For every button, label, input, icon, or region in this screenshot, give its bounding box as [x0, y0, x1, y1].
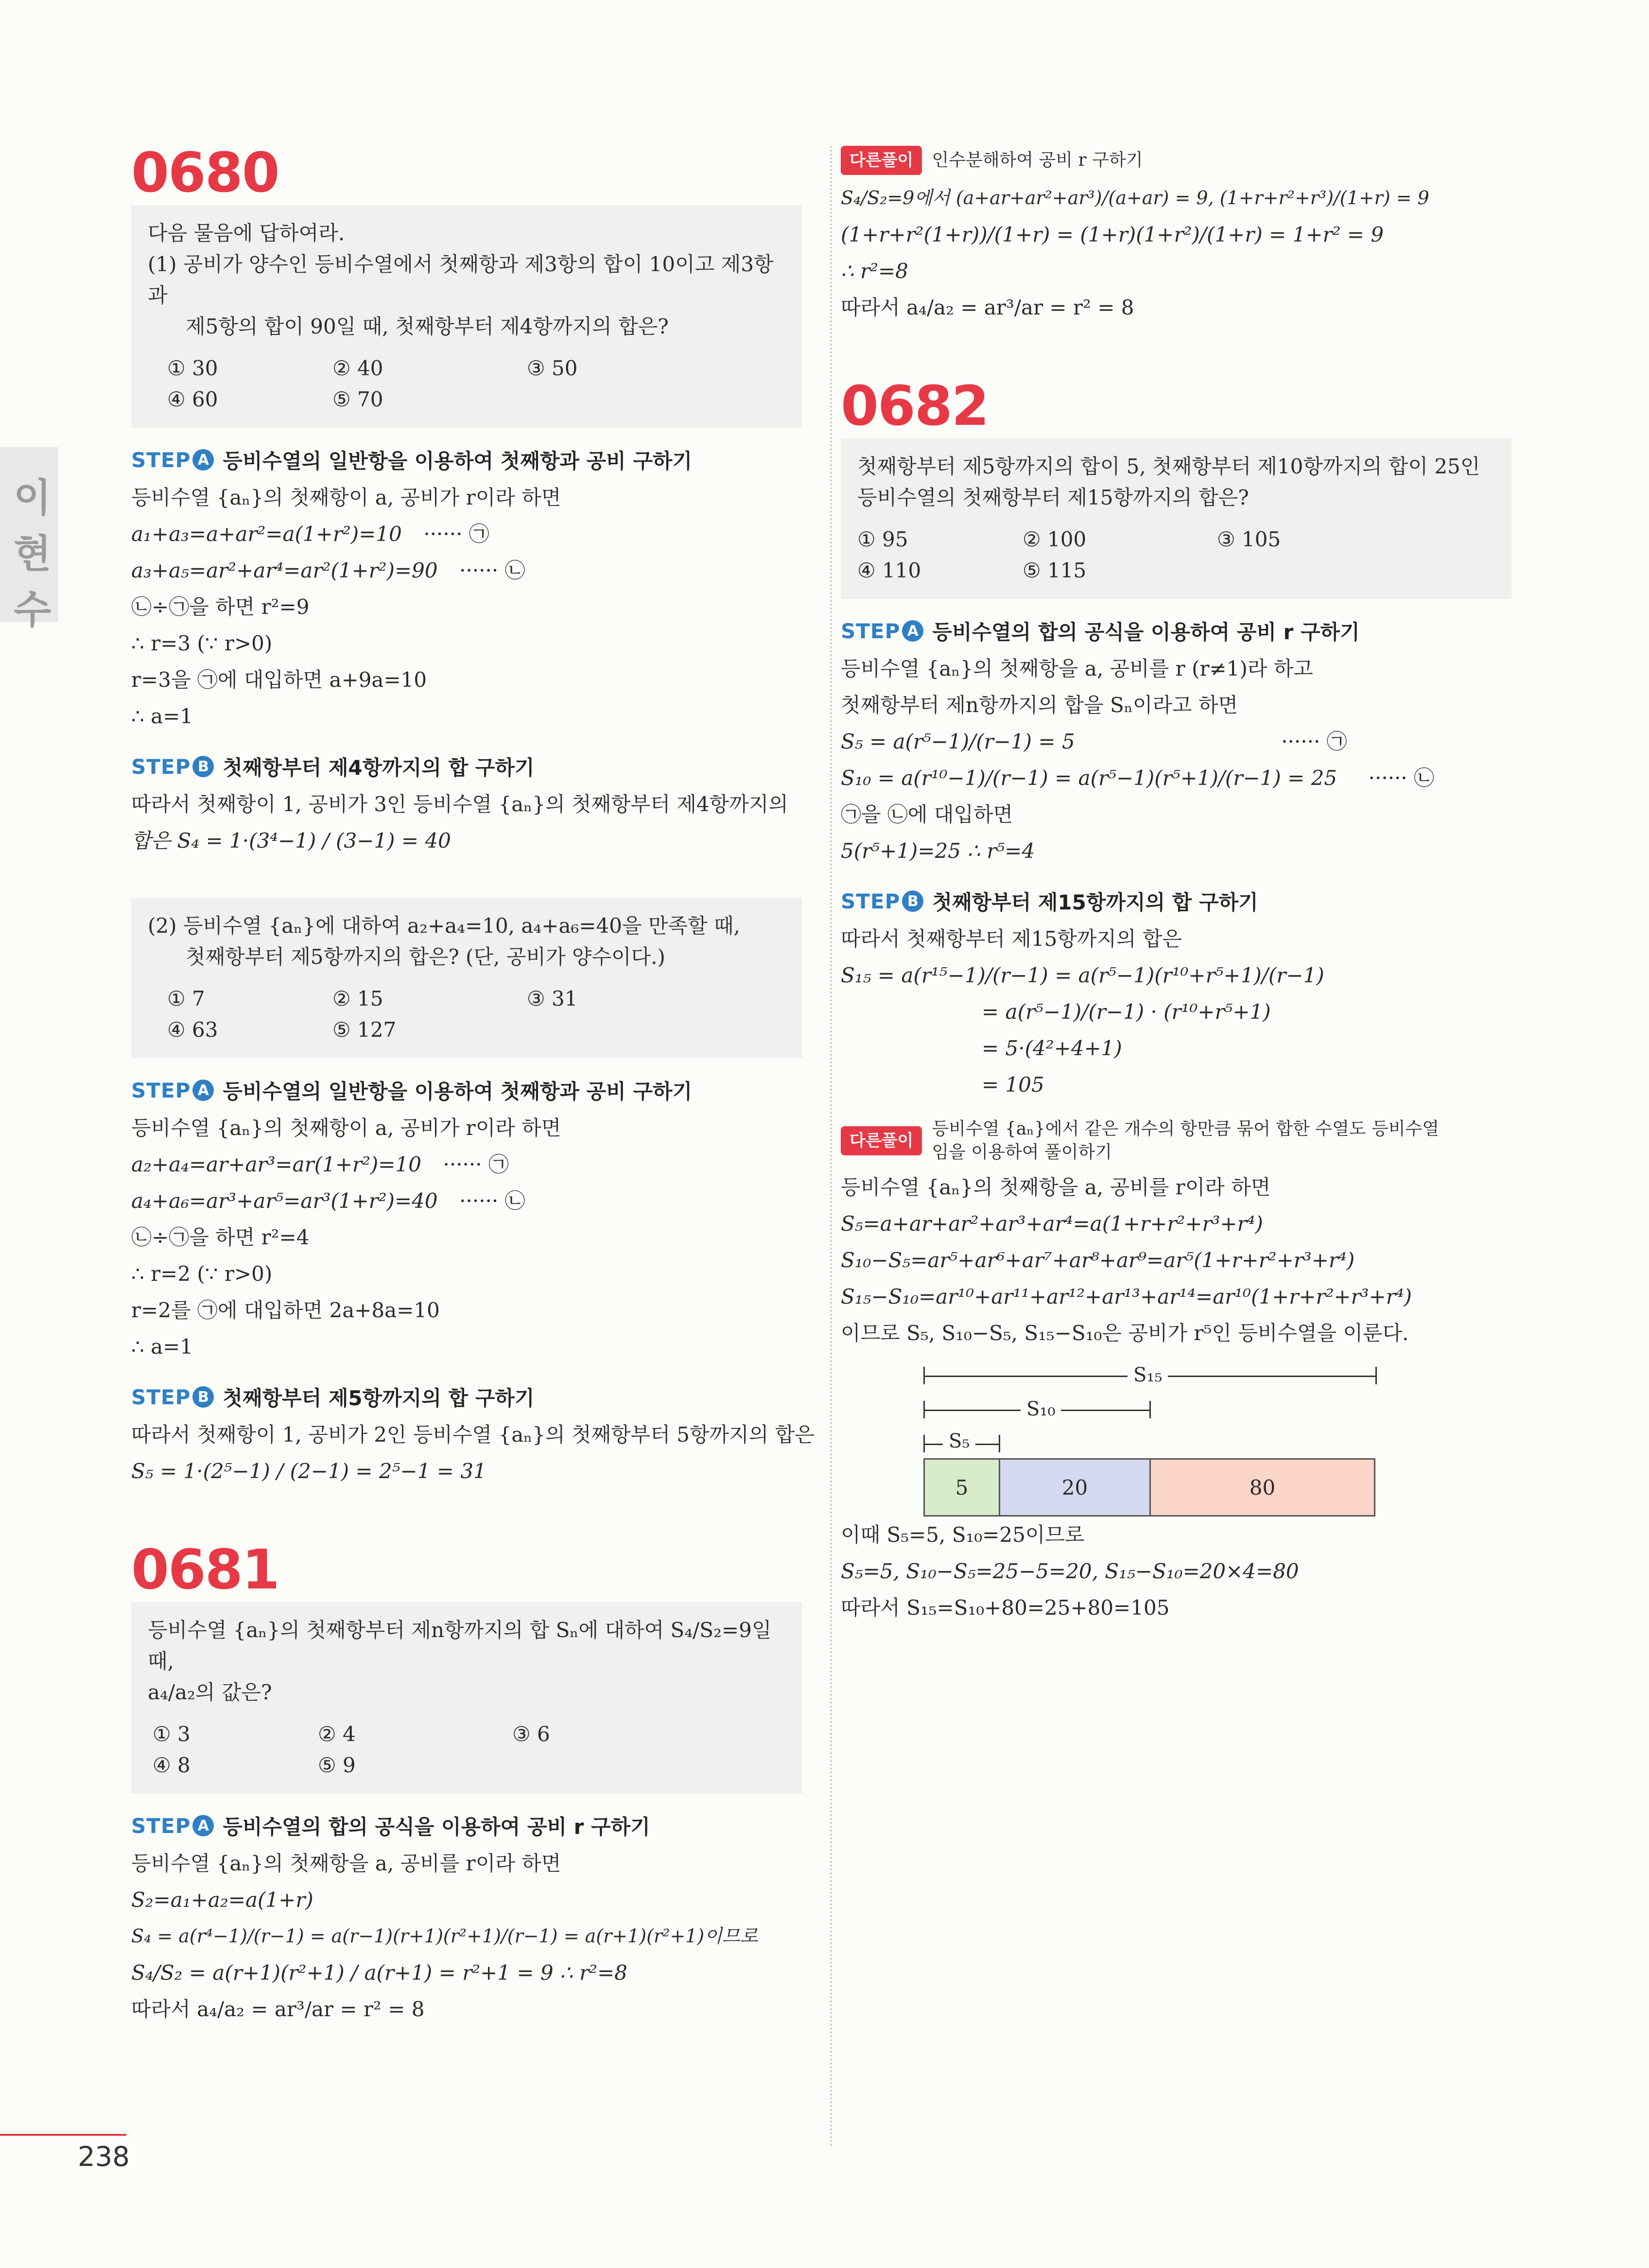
solution-line: 따라서 S₁₅=S₁₀+80=25+80=105 [841, 1596, 1170, 1620]
question-line-b: a₄/a₂의 값은? [148, 1680, 272, 1704]
solution-line: S₅=a+ar+ar²+ar³+ar⁴=a(1+r+r²+r³+r⁴) [841, 1212, 1263, 1236]
choice[interactable]: ② 100 [1023, 527, 1087, 551]
step-badge: B [192, 756, 214, 777]
label-s5: S₅ [943, 1430, 975, 1452]
problem-box-0680 [131, 205, 802, 428]
equation-tag: ······ ㉡ [459, 1189, 525, 1213]
equation: a₂+a₄=ar+ar³=ar(1+r²)=10 [131, 1152, 421, 1176]
solution-line: S₁₅ = a(r¹⁵−1)/(r−1) = a(r⁵−1)(r¹⁰+r⁵+1)/(r−1) [841, 963, 1324, 987]
page-number-rule [0, 2134, 126, 2136]
alt-solution-header [841, 146, 1511, 175]
solution-line: S₄/S₂=9에서 (a+ar+ar²+ar³)/(a+ar) = 9, (1+r+r²+r³)/(1+r) = 9 [841, 187, 1429, 209]
equation-line [841, 723, 1511, 760]
solution-line: ㉠을 ㉡에 대입하면 [841, 803, 1013, 826]
choice[interactable]: ② 40 [332, 356, 383, 380]
alt-solution-title [932, 1117, 1439, 1164]
segment-s15-minus-s10: 80 [1149, 1458, 1375, 1517]
choice[interactable]: ⑤ 127 [332, 1018, 397, 1042]
left-column [131, 141, 815, 2027]
solution-line: 합은 S₄ = 1·(3⁴−1) / (3−1) = 40 [131, 829, 451, 853]
alt-solution-tag: 다른풀이 [841, 146, 922, 175]
solution-line: 첫째항부터 제n항까지의 합을 Sₙ이라고 하면 [841, 693, 1238, 717]
equation-line [131, 516, 802, 552]
step-label: STEP [131, 1078, 191, 1102]
question-1-line-b: 제5항의 합이 90일 때, 첫째항부터 제4항까지의 합은? [186, 314, 669, 338]
equation: S₅ = a(r⁵−1)/(r−1) = 5 [841, 730, 1075, 753]
step-badge: A [902, 620, 923, 642]
step-heading-b [131, 1382, 802, 1412]
tick [923, 1401, 925, 1418]
choice[interactable]: ④ 60 [167, 387, 218, 411]
step-label: STEP [841, 889, 901, 913]
choices-0682 [857, 524, 1495, 586]
solution-line: 따라서 a₄/a₂ = ar³/ar = r² = 8 [841, 296, 1134, 319]
solution-line: 이때 S₅=5, S₁₀=25이므로 [841, 1523, 1085, 1547]
question-2-line-b: 첫째항부터 제5항까지의 합은? (단, 공비가 양수이다.) [186, 945, 665, 969]
segment-s5: 5 [923, 1458, 1000, 1517]
problem-number-0681: 0681 [131, 1538, 279, 1602]
solution-line: r=3을 ㉠에 대입하면 a+9a=10 [131, 668, 427, 692]
step-label: STEP [131, 1814, 191, 1838]
question-2-line-a: (2) 등비수열 {aₙ}에 대하여 a₂+a₄=10, a₄+a₆=40을 만족할 때, [148, 914, 740, 938]
solution-line: S₅ = 1·(2⁵−1) / (2−1) = 2⁵−1 = 31 [131, 1459, 486, 1483]
choice[interactable]: ③ 31 [527, 987, 578, 1011]
tick [1149, 1401, 1151, 1418]
solution-line: 따라서 a₄/a₂ = ar³/ar = r² = 8 [131, 1997, 425, 2021]
equation-tag: ······ ㉠ [443, 1152, 509, 1176]
solution-line: 등비수열 {aₙ}의 첫째항이 a, 공비가 r이라 하면 [131, 1116, 561, 1140]
partial-sum-diagram [923, 1366, 1507, 1507]
choices-q2 [148, 983, 785, 1046]
equation-line [131, 1146, 802, 1183]
equation-tag: ······ ㉡ [1368, 766, 1435, 790]
tick [923, 1367, 925, 1384]
choice[interactable]: ② 15 [332, 987, 383, 1011]
choice[interactable]: ④ 8 [153, 1753, 191, 1777]
choice[interactable]: ③ 6 [512, 1722, 550, 1746]
solution-line: ∴ r=3 (∵ r>0) [131, 631, 273, 655]
choice[interactable]: ① 95 [857, 527, 908, 551]
side-tab-label: 이현수 [14, 475, 52, 632]
choice[interactable]: ① 30 [167, 356, 218, 380]
choice[interactable]: ⑤ 115 [1023, 558, 1087, 582]
choice[interactable]: ③ 105 [1217, 527, 1281, 551]
step-title: 첫째항부터 제15항까지의 합 구하기 [932, 890, 1258, 914]
choice[interactable]: ② 4 [318, 1722, 356, 1746]
tick [1375, 1367, 1377, 1384]
solution-line: S₂=a₁+a₂=a(1+r) [131, 1888, 313, 1912]
step-title: 첫째항부터 제4항까지의 합 구하기 [223, 756, 535, 780]
solution-line: ∴ a=1 [131, 1335, 193, 1359]
alt-solution-title-line: 등비수열 {aₙ}에서 같은 개수의 항만큼 묶어 합한 수열도 등비수열 [932, 1119, 1440, 1139]
step-title: 등비수열의 일반항을 이용하여 첫째항과 공비 구하기 [223, 1080, 693, 1103]
equation: a₄+a₆=ar³+ar⁵=ar³(1+r²)=40 [131, 1189, 438, 1213]
choice[interactable]: ① 3 [153, 1722, 191, 1746]
choices-q1 [148, 353, 785, 415]
step-badge: A [192, 1080, 214, 1101]
question-1-line-a: (1) 공비가 양수인 등비수열에서 첫째항과 제3항의 합이 10이고 제3항과 [148, 252, 774, 307]
solution-line: 등비수열 {aₙ}의 첫째항을 a, 공비를 r이라 하면 [131, 1851, 561, 1875]
equation-tag: ······ ㉠ [423, 522, 489, 546]
step-heading-b [131, 752, 802, 781]
solution-line: 이므로 S₅, S₁₀−S₅, S₁₅−S₁₀은 공비가 r⁵인 등비수열을 이룬다. [841, 1321, 1409, 1345]
solution-line: r=2를 ㉠에 대입하면 2a+8a=10 [131, 1298, 440, 1322]
solution-line: S₁₀−S₅=ar⁵+ar⁶+ar⁷+ar⁸+ar⁹=ar⁵(1+r+r²+r³+r⁴) [841, 1248, 1355, 1272]
problem-box-0681 [131, 1602, 802, 1794]
problem-number-0680: 0680 [131, 141, 279, 205]
equation-line [841, 760, 1511, 796]
step-title: 등비수열의 합의 공식을 이용하여 공비 r 구하기 [223, 1815, 650, 1839]
solution-line: 따라서 첫째항부터 제15항까지의 합은 [841, 927, 1182, 951]
tick [923, 1435, 925, 1452]
choice[interactable]: ⑤ 70 [332, 387, 383, 411]
question-line-a: 첫째항부터 제5항까지의 합이 5, 첫째항부터 제10항까지의 합이 25인 [857, 454, 1480, 478]
equation-tag: ······ ㉡ [459, 558, 525, 582]
choice[interactable]: ④ 63 [167, 1018, 218, 1042]
label-s15: S₁₅ [1128, 1364, 1168, 1386]
step-title: 등비수열의 일반항을 이용하여 첫째항과 공비 구하기 [223, 449, 693, 473]
solution-line: 등비수열 {aₙ}의 첫째항을 a, 공비를 r (r≠1)라 하고 [841, 657, 1313, 680]
label-s10: S₁₀ [1021, 1398, 1061, 1420]
page-number: 238 [78, 2141, 130, 2173]
choice[interactable]: ① 7 [167, 987, 205, 1011]
step-label: STEP [131, 448, 191, 472]
right-column [841, 146, 1511, 1626]
solution-line: ∴ r²=8 [841, 259, 908, 283]
step-heading-a [131, 1076, 802, 1105]
step-label: STEP [841, 619, 901, 643]
step-badge: B [902, 890, 923, 912]
equation-line [131, 552, 802, 589]
solution-line: 따라서 첫째항이 1, 공비가 2인 등비수열 {aₙ}의 첫째항부터 5항까지의 합은 [131, 1423, 815, 1447]
solution-line: = a(r⁵−1)/(r−1) · (r¹⁰+r⁵+1) [982, 1000, 1271, 1024]
equation: S₁₀ = a(r¹⁰−1)/(r−1) = a(r⁵−1)(r⁵+1)/(r−1) = 25 [841, 766, 1337, 790]
choice[interactable]: ④ 110 [857, 558, 921, 582]
solution-line: 등비수열 {aₙ}의 첫째항이 a, 공비가 r이라 하면 [131, 486, 561, 509]
step-badge: A [192, 1815, 214, 1836]
solution-line: S₅=5, S₁₀−S₅=25−5=20, S₁₅−S₁₀=20×4=80 [841, 1559, 1299, 1583]
step-heading-a [131, 445, 802, 474]
solution-line: ㉡÷㉠을 하면 r²=9 [131, 595, 310, 619]
problem-number-0682: 0682 [841, 375, 989, 438]
equation-line [131, 1183, 802, 1219]
alt-solution-header [841, 1117, 1511, 1164]
tick [999, 1435, 1000, 1452]
equation-tag: ······ ㉠ [1281, 730, 1347, 753]
problem-box-0680-q2 [131, 898, 802, 1058]
solution-line: S₄/S₂ = a(r+1)(r²+1) / a(r+1) = r²+1 = 9 ∴ r²=8 [131, 1961, 627, 1985]
question-line-b: 등비수열의 첫째항부터 제15항까지의 합은? [857, 486, 1249, 509]
step-heading-a [841, 616, 1511, 646]
solution-line: = 105 [982, 1073, 1044, 1097]
solution-line: ∴ a=1 [131, 704, 193, 728]
solution-line: S₄ = a(r⁴−1)/(r−1) = a(r−1)(r+1)(r²+1)/(r−1) = a(r+1)(r²+1)이므로 [131, 1925, 758, 1947]
choice[interactable]: ③ 50 [527, 356, 578, 380]
solution-line: ∴ r=2 (∵ r>0) [131, 1262, 273, 1286]
step-heading-b [841, 887, 1511, 916]
alt-solution-title: 인수분해하여 공비 r 구하기 [932, 150, 1143, 170]
alt-solution-tag: 다른풀이 [841, 1126, 922, 1155]
alt-solution-title-line: 임을 이용하여 풀이하기 [932, 1142, 1112, 1162]
step-title: 등비수열의 합의 공식을 이용하여 공비 r 구하기 [932, 620, 1360, 644]
side-tab [0, 447, 58, 632]
solution-line: ㉡÷㉠을 하면 r²=4 [131, 1225, 310, 1249]
problem-intro: 다음 물음에 답하여라. [148, 221, 345, 245]
step-badge: B [192, 1386, 214, 1408]
equation: a₃+a₅=ar²+ar⁴=ar²(1+r²)=90 [131, 558, 438, 582]
solution-line: = 5·(4²+4+1) [982, 1036, 1122, 1060]
solution-line: (1+r+r²(1+r))/(1+r) = (1+r)(1+r²)/(1+r) = 1+r² = 9 [841, 223, 1384, 246]
step-title: 첫째항부터 제5항까지의 합 구하기 [223, 1386, 535, 1410]
solution-line: S₁₅−S₁₀=ar¹⁰+ar¹¹+ar¹²+ar¹³+ar¹⁴=ar¹⁰(1+r+r²+r³+r⁴) [841, 1285, 1412, 1308]
equation: a₁+a₃=a+ar²=a(1+r²)=10 [131, 522, 402, 546]
solution-line: 따라서 첫째항이 1, 공비가 3인 등비수열 {aₙ}의 첫째항부터 제4항까지의 [131, 792, 788, 816]
choice[interactable]: ⑤ 9 [318, 1753, 356, 1777]
step-heading-a [131, 1811, 802, 1840]
problem-box-0682 [841, 438, 1511, 599]
solution-line: 5(r⁵+1)=25 ∴ r⁵=4 [841, 839, 1035, 863]
step-badge: A [192, 449, 214, 471]
solution-line: 등비수열 {aₙ}의 첫째항을 a, 공비를 r이라 하면 [841, 1175, 1271, 1199]
question-line-a: 등비수열 {aₙ}의 첫째항부터 제n항까지의 합 Sₙ에 대하여 S₄/S₂=9일 때, [148, 1618, 772, 1673]
segment-s10-minus-s5: 20 [999, 1458, 1151, 1517]
column-divider [830, 146, 832, 2148]
choices-0681 [148, 1719, 785, 1781]
step-label: STEP [131, 754, 191, 779]
step-label: STEP [131, 1385, 191, 1409]
